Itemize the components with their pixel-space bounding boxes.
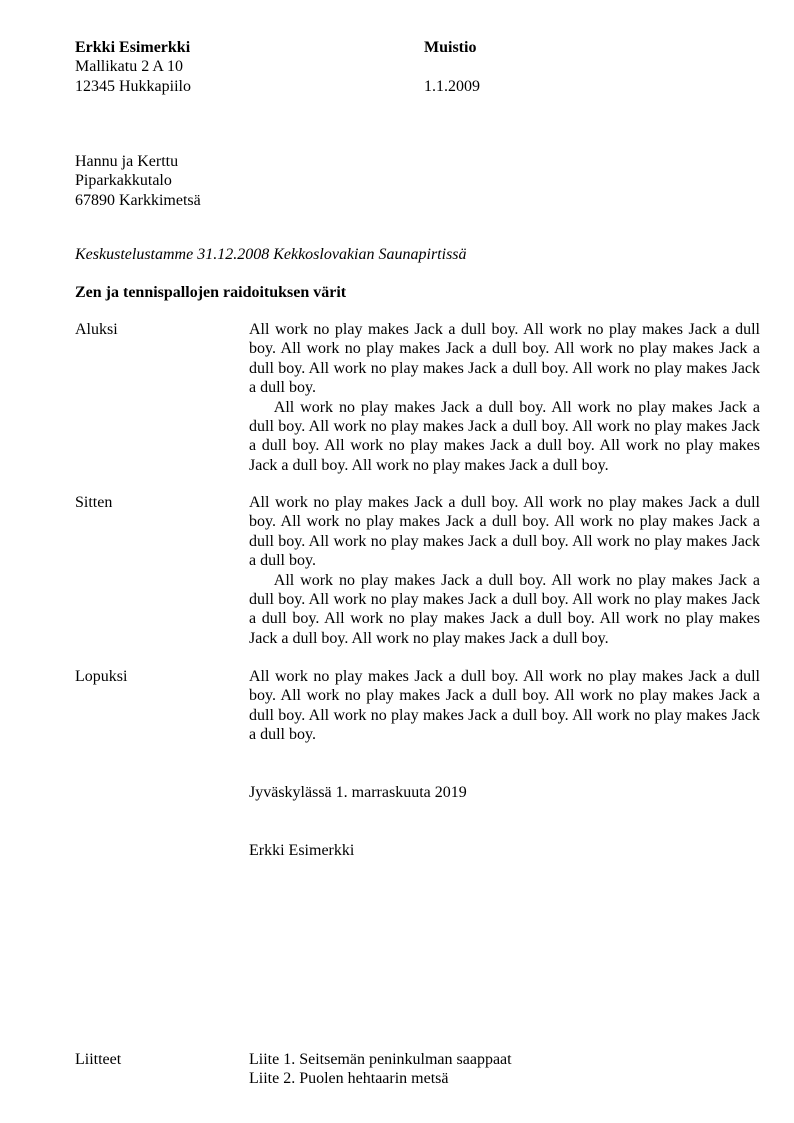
reference-line: Keskustelustamme 31.12.2008 Kekkoslovakian Saunapirtissä — [75, 246, 467, 263]
section-lopuksi — [75, 667, 760, 745]
section-label: Sitten — [75, 494, 113, 511]
recipient-line: Hannu ja Kerttu — [75, 153, 179, 170]
section-sitten — [75, 493, 760, 648]
sender-block — [75, 38, 191, 96]
section-label: Aluksi — [75, 321, 118, 338]
paragraph: All work no play makes Jack a dull boy. All work no play makes Jack a dull boy. All work no play makes Jack a dull boy. All work no play makes Jack a dull boy. All work no play makes Jack a dull boy. All work no play makes Jack a dull boy. All work no play makes Jack a dull boy. — [249, 571, 760, 647]
sender-postal-city: 12345 Hukkapiilo — [75, 77, 191, 95]
recipient-line: Piparkakkutalo — [75, 172, 172, 190]
section-body — [249, 667, 760, 745]
attachment-item: Liite 1. Seitsemän peninkulman saappaat — [249, 1051, 512, 1068]
attachments-list — [249, 1050, 760, 1089]
paragraph: All work no play makes Jack a dull boy. All work no play makes Jack a dull boy. All work no play makes Jack a dull boy. All work no play makes Jack a dull boy. All work no play makes Jack a dull boy. All work no play makes Jack a dull boy. All work no play makes Jack a dull boy. — [249, 398, 760, 474]
paragraph: All work no play makes Jack a dull boy. All work no play makes Jack a dull boy. All work no play makes Jack a dull boy. All work no play makes Jack a dull boy. All work no play makes Jack a dull boy. All work no play makes Jack a dull boy. — [249, 321, 760, 397]
paragraph: All work no play makes Jack a dull boy. All work no play makes Jack a dull boy. All work no play makes Jack a dull boy. All work no play makes Jack a dull boy. All work no play makes Jack a dull boy. All work no play makes Jack a dull boy. — [249, 668, 760, 744]
doc-meta-spacer — [424, 57, 480, 76]
sender-street: Mallikatu 2 A 10 — [75, 58, 183, 76]
doc-type-label: Muistio — [424, 39, 477, 56]
recipient-block — [75, 152, 201, 210]
doc-date: 1.1.2009 — [424, 77, 480, 95]
place-date-line: Jyväskylässä 1. marraskuuta 2019 — [249, 784, 467, 801]
recipient-line: 67890 Karkkimetsä — [75, 191, 201, 209]
subject-title: Zen ja tennispallojen raidoituksen värit — [75, 284, 347, 301]
section-body — [249, 320, 760, 475]
sender-name: Erkki Esimerkki — [75, 39, 191, 56]
section-aluksi — [75, 320, 760, 475]
section-body — [249, 493, 760, 648]
attachments-label: Liitteet — [75, 1051, 122, 1068]
attachment-item: Liite 2. Puolen hehtaarin metsä — [249, 1070, 449, 1088]
section-label: Lopuksi — [75, 668, 128, 685]
attachments-section — [75, 1050, 760, 1089]
signature-name: Erkki Esimerkki — [249, 842, 355, 859]
paragraph: All work no play makes Jack a dull boy. All work no play makes Jack a dull boy. All work no play makes Jack a dull boy. All work no play makes Jack a dull boy. All work no play makes Jack a dull boy. All work no play makes Jack a dull boy. — [249, 494, 760, 570]
doc-meta-block — [424, 38, 480, 96]
